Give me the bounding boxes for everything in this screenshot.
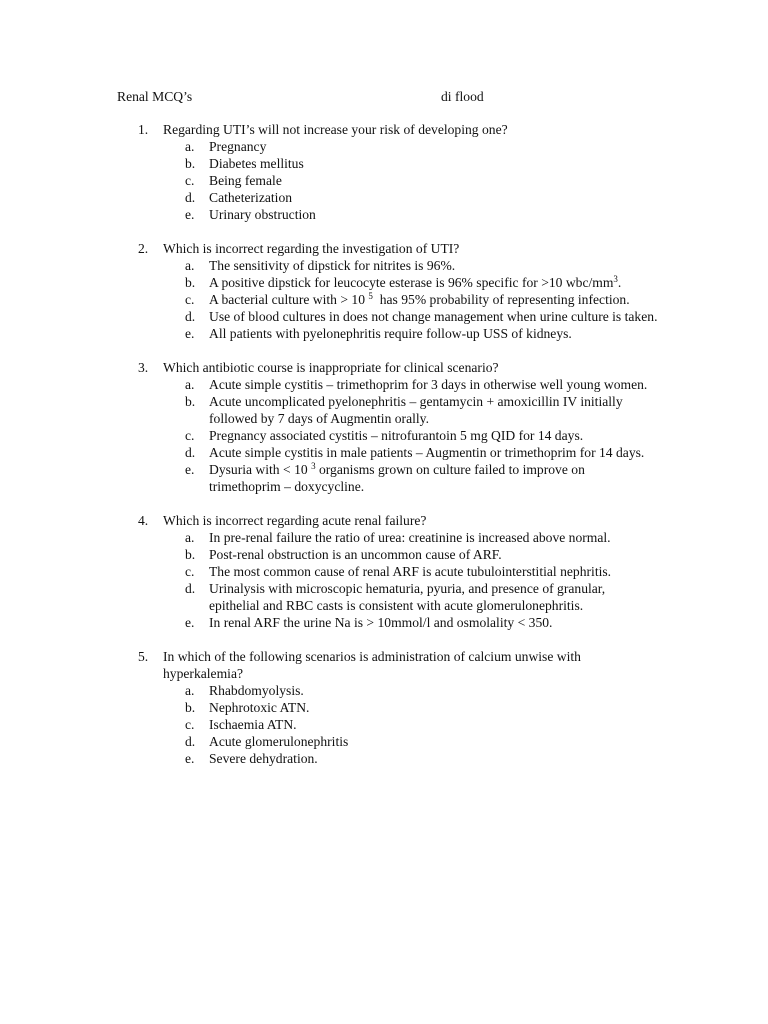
option-item (0, 529, 768, 546)
option-letter: d. (185, 734, 196, 749)
option-text (209, 461, 659, 495)
option-superscript: 3 (311, 461, 316, 471)
option-text (209, 444, 659, 461)
option-letter: a. (185, 377, 195, 392)
option-text (209, 206, 659, 223)
option-letter: c. (185, 292, 195, 307)
option-text-main: In pre-renal failure the ratio of urea: creatinine is increased above normal. (209, 530, 611, 545)
option-superscript: 3 (613, 274, 618, 284)
question-item (0, 240, 768, 342)
option-text-main: The sensitivity of dipstick for nitrites is 96%. (209, 258, 456, 273)
option-item (0, 291, 768, 308)
option-list (0, 529, 768, 631)
option-text-main: Pregnancy (209, 139, 267, 154)
option-text (209, 427, 659, 444)
question-number: 1. (138, 122, 149, 137)
option-letter: e. (185, 207, 195, 222)
document-header (117, 88, 677, 106)
option-letter: d. (185, 581, 196, 596)
option-text (209, 563, 659, 580)
option-item (0, 376, 768, 393)
option-text-main: Use of blood cultures in does not change management when urine culture is taken. (209, 309, 658, 324)
option-item (0, 257, 768, 274)
question-item (0, 648, 768, 767)
option-letter: a. (185, 683, 195, 698)
option-text (209, 750, 659, 767)
option-text (209, 580, 659, 614)
option-letter: b. (185, 275, 196, 290)
option-text-main: Urinalysis with microscopic hematuria, pyuria, and presence of granular, epithelial and RBC casts is consistent with acute glomerulonephritis. (209, 581, 606, 613)
option-item (0, 189, 768, 206)
option-text (209, 291, 659, 308)
option-text (209, 257, 659, 274)
option-letter: b. (185, 547, 196, 562)
option-letter: e. (185, 751, 195, 766)
option-letter: c. (185, 564, 195, 579)
option-letter: e. (185, 615, 195, 630)
option-text (209, 172, 659, 189)
option-letter: b. (185, 394, 196, 409)
option-text-main: A bacterial culture with > 10 (209, 292, 369, 307)
option-text (209, 546, 659, 563)
option-item (0, 325, 768, 342)
question-stem (0, 648, 768, 682)
option-text-tail: has 95% probability of representing infection. (372, 292, 630, 307)
option-text-main: Diabetes mellitus (209, 156, 304, 171)
option-item (0, 563, 768, 580)
option-item (0, 172, 768, 189)
option-text-main: Acute glomerulonephritis (209, 734, 349, 749)
question-text: Regarding UTI’s will not increase your risk of developing one? (163, 122, 508, 137)
option-item (0, 580, 768, 614)
option-letter: c. (185, 173, 195, 188)
option-item (0, 427, 768, 444)
option-text (209, 393, 659, 427)
option-letter: d. (185, 190, 196, 205)
option-text (209, 699, 659, 716)
option-text-main: Dysuria with < 10 (209, 462, 312, 477)
option-text (209, 308, 659, 325)
option-item (0, 155, 768, 172)
question-stem (0, 121, 768, 138)
question-text: In which of the following scenarios is administration of calcium unwise with hyperkalemia? (163, 649, 581, 681)
option-letter: a. (185, 258, 195, 273)
question-number: 5. (138, 649, 149, 664)
option-text-main: Acute simple cystitis – trimethoprim for 3 days in otherwise well young women. (209, 377, 648, 392)
question-text: Which antibiotic course is inappropriate for clinical scenario? (163, 360, 499, 375)
option-text (209, 376, 659, 393)
option-list (0, 376, 768, 495)
option-item (0, 699, 768, 716)
question-list (0, 121, 768, 784)
question-number: 2. (138, 241, 149, 256)
option-item (0, 682, 768, 699)
question-text: Which is incorrect regarding the investigation of UTI? (163, 241, 460, 256)
option-text (209, 274, 659, 291)
option-text (209, 682, 659, 699)
option-item (0, 546, 768, 563)
question-stem (0, 240, 768, 257)
option-text (209, 138, 659, 155)
option-text-main: Acute simple cystitis in male patients – Augmentin or trimethoprim for 14 days. (209, 445, 645, 460)
option-text (209, 529, 659, 546)
option-text (209, 325, 659, 342)
option-item (0, 750, 768, 767)
option-text-main: Ischaemia ATN. (209, 717, 297, 732)
option-item (0, 444, 768, 461)
question-stem (0, 359, 768, 376)
option-text-main: Pregnancy associated cystitis – nitrofurantoin 5 mg QID for 14 days. (209, 428, 584, 443)
option-item (0, 274, 768, 291)
option-text-main: All patients with pyelonephritis require follow-up USS of kidneys. (209, 326, 572, 341)
option-letter: b. (185, 156, 196, 171)
option-text-tail: . (617, 275, 622, 290)
document-title: Renal MCQ’s (117, 89, 193, 104)
option-text-main: Nephrotoxic ATN. (209, 700, 310, 715)
option-text-tail: organisms grown on culture failed to improve on trimethoprim – doxycycline. (209, 462, 589, 494)
option-text-main: Rhabdomyolysis. (209, 683, 304, 698)
option-superscript: 5 (368, 291, 373, 301)
option-text-main: Being female (209, 173, 282, 188)
option-item (0, 461, 768, 495)
option-item (0, 733, 768, 750)
question-stem (0, 512, 768, 529)
option-letter: a. (185, 530, 195, 545)
option-letter: a. (185, 139, 195, 154)
option-text-main: Post-renal obstruction is an uncommon cause of ARF. (209, 547, 502, 562)
option-text (209, 716, 659, 733)
option-text (209, 614, 659, 631)
option-text (209, 155, 659, 172)
option-item (0, 138, 768, 155)
option-item (0, 206, 768, 223)
option-item (0, 614, 768, 631)
option-text (209, 733, 659, 750)
option-text-main: Urinary obstruction (209, 207, 316, 222)
question-text: Which is incorrect regarding acute renal failure? (163, 513, 427, 528)
option-list (0, 682, 768, 767)
option-letter: e. (185, 326, 195, 341)
option-item (0, 716, 768, 733)
option-letter: c. (185, 428, 195, 443)
option-letter: c. (185, 717, 195, 732)
question-item (0, 512, 768, 631)
option-text-main: Acute uncomplicated pyelonephritis – gentamycin + amoxicillin IV initially followed by 7 days of Augmentin orally. (209, 394, 623, 426)
option-letter: e. (185, 462, 195, 477)
option-list (0, 257, 768, 342)
option-text-main: Severe dehydration. (209, 751, 318, 766)
option-text (209, 189, 659, 206)
option-item (0, 308, 768, 325)
question-item (0, 121, 768, 223)
option-text-main: Catheterization (209, 190, 293, 205)
option-letter: d. (185, 445, 196, 460)
question-item (0, 359, 768, 495)
option-text-main: In renal ARF the urine Na is > 10mmol/l and osmolality < 350. (209, 615, 553, 630)
option-letter: d. (185, 309, 196, 324)
option-item (0, 393, 768, 427)
question-number: 3. (138, 360, 149, 375)
option-text-main: A positive dipstick for leucocyte esterase is 96% specific for >10 wbc/mm (209, 275, 614, 290)
option-list (0, 138, 768, 223)
document-author: di flood (441, 89, 484, 104)
option-text-main: The most common cause of renal ARF is acute tubulointerstitial nephritis. (209, 564, 612, 579)
question-number: 4. (138, 513, 149, 528)
option-letter: b. (185, 700, 196, 715)
